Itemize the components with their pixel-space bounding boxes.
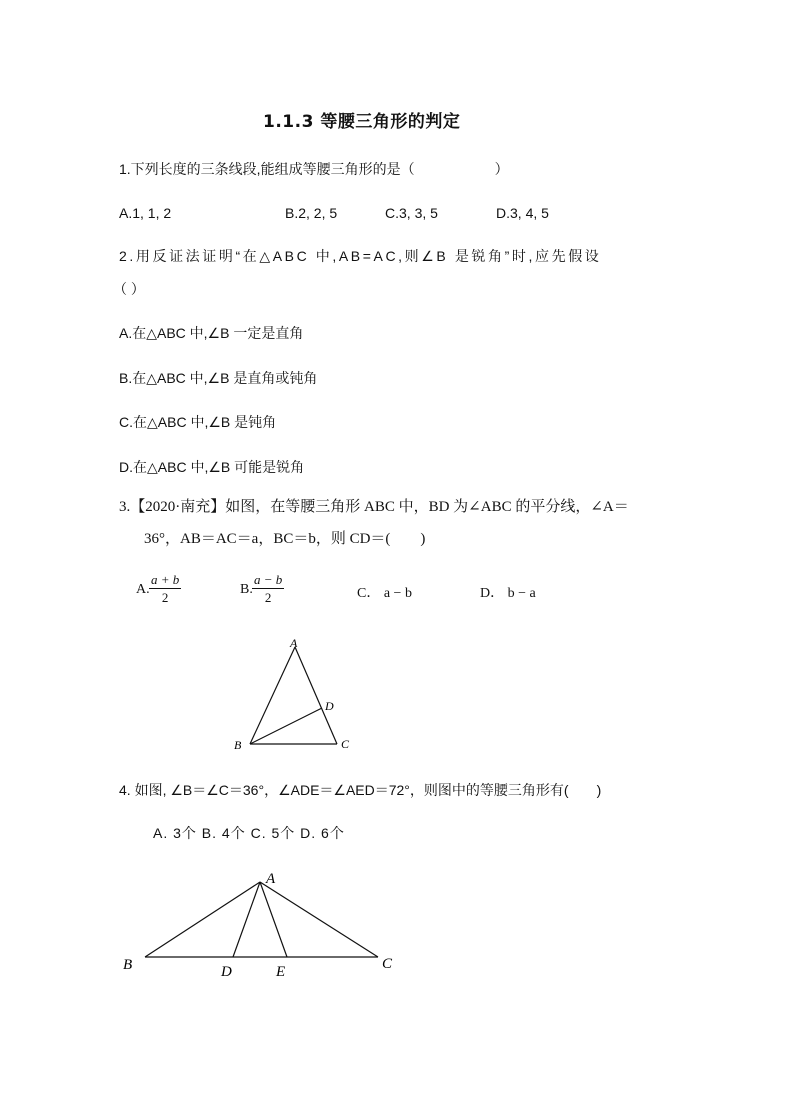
q3-option-b-denominator: 2	[264, 590, 272, 605]
q2-option-a: A.在△ABC 中,∠B 一定是直角	[119, 325, 304, 341]
q2-option-b: B.在△ABC 中,∠B 是直角或钝角	[119, 370, 318, 386]
q3-option-b-numerator: a − b	[254, 572, 283, 587]
q4-side-ab	[145, 882, 260, 957]
q3-side-ac	[295, 647, 337, 744]
q1-option-c: C.3, 3, 5	[385, 205, 438, 221]
q4-segment-ae	[260, 882, 287, 957]
q4-label-b: B	[123, 957, 133, 973]
q3-label-a: A	[290, 636, 298, 650]
q3-label-d: D	[325, 699, 334, 713]
q4-triangle-figure	[115, 862, 410, 982]
q1-option-b: B.2, 2, 5	[285, 205, 338, 221]
q3-option-b-label: B.	[240, 582, 253, 597]
q3-option-a-fraction	[149, 571, 181, 606]
q1-option-a: A.1, 1, 2	[119, 205, 172, 221]
q4-label-d: D	[221, 964, 232, 980]
q4-label-c: C	[382, 956, 393, 972]
page-title: 1.1.3 等腰三角形的判定	[263, 112, 461, 132]
q4-segment-ad	[233, 882, 260, 957]
q4-options: A. 3个 B. 4个 C. 5个 D. 6个	[153, 825, 345, 841]
q4-side-ac	[260, 882, 378, 957]
q3-option-b-fraction	[252, 571, 284, 606]
q4-label-e: E	[276, 964, 286, 980]
q3-stem-line1: 3.【2020·南充】如图，在等腰三角形 ABC 中，BD 为∠ABC 的平分线，∠A＝	[119, 499, 629, 515]
q3-side-ab	[250, 647, 295, 744]
q3-triangle-figure	[225, 630, 365, 755]
q3-label-c: C	[341, 737, 350, 751]
q2-answer-paren: （ ）	[113, 281, 145, 297]
q4-label-a: A	[266, 871, 276, 887]
q2-option-d: D.在△ABC 中,∠B 可能是锐角	[119, 459, 305, 475]
q2-option-c: C.在△ABC 中,∠B 是钝角	[119, 414, 277, 430]
q4-stem: 4. 如图, ∠B＝∠C＝36°，∠ADE＝∠AED＝72°，则图中的等腰三角形有( )	[119, 782, 602, 798]
q3-option-a-numerator: a + b	[151, 572, 180, 587]
q3-label-b: B	[234, 738, 242, 752]
q3-bisector-bd	[250, 708, 322, 744]
q3-option-a-label: A.	[136, 582, 150, 597]
q3-option-d: D． b − a	[480, 586, 536, 601]
q1-stem: 1.下列长度的三条线段,能组成等腰三角形的是（ ）	[119, 161, 509, 177]
q3-stem-line2: 36°，AB＝AC＝a，BC＝b，则 CD＝( )	[144, 531, 426, 547]
q1-option-d: D.3, 4, 5	[496, 205, 549, 221]
q2-stem: 2.用反证法证明“在△ABC 中,AB=AC,则∠B 是锐角”时,应先假设	[119, 248, 602, 264]
q3-option-a-denominator: 2	[161, 590, 169, 605]
q3-option-c: C． a − b	[357, 586, 412, 601]
